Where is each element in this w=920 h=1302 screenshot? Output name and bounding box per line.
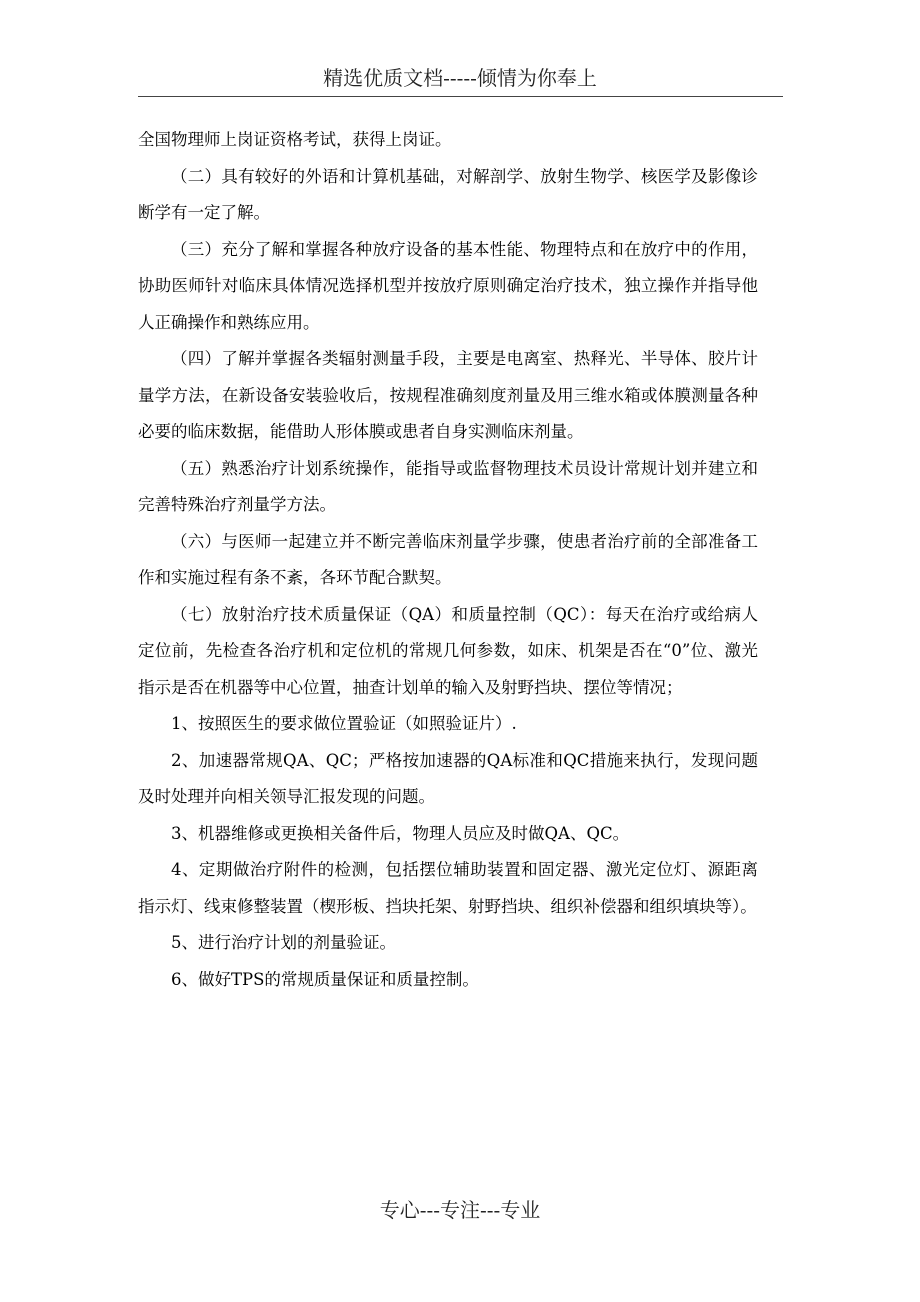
qa-step-6: 6、做好TPS的常规质量保证和质量控制。 bbox=[171, 969, 479, 989]
qa-step-1: 1、按照医生的要求做位置验证（如照验证片）. bbox=[171, 714, 517, 733]
paragraph-item-6: （六）与医师一起建立并不断完善临床剂量学步骤，使患者治疗前的全部准备工作和实施过程有条不紊，各环节配合默契。 bbox=[138, 531, 758, 587]
document-body bbox=[138, 122, 758, 998]
qa-step-2: 2、加速器常规QA、QC；严格按加速器的QA标准和QC措施来执行，发现问题及时处理并向相关领导汇报发现的问题。 bbox=[138, 750, 758, 806]
paragraph-item-5: （五）熟悉治疗计划系统操作，能指导或监督物理技术员设计常规计划并建立和完善特殊治疗剂量学方法。 bbox=[138, 458, 758, 514]
paragraph-continuation: 全国物理师上岗证资格考试，获得上岗证。 bbox=[138, 130, 452, 149]
qa-step-5: 5、进行治疗计划的剂量验证。 bbox=[171, 933, 396, 952]
page-footer: 专心---专注---专业 bbox=[379, 1198, 541, 1222]
paragraph-item-2: （二）具有较好的外语和计算机基础，对解剖学、放射生物学、核医学及影像诊断学有一定了解。 bbox=[138, 166, 758, 222]
paragraph-item-7: （七）放射治疗技术质量保证（QA）和质量控制（QC）：每天在治疗或给病人定位前，先检查各治疗机和定位机的常规几何参数，如床、机架是否在“0”位、激光指示是否在机器等中心位置，抽查计划单的输入及射野挡块、摆位等情况； bbox=[138, 604, 758, 697]
page-header: 精选优质文档-----倾情为你奉上 bbox=[323, 66, 597, 90]
paragraph-item-3: （三）充分了解和掌握各种放疗设备的基本性能、物理特点和在放疗中的作用，协助医师针对临床具体情况选择机型并按放疗原则确定治疗技术，独立操作并指导他人正确操作和熟练应用。 bbox=[138, 239, 758, 332]
qa-step-4: 4、定期做治疗附件的检测，包括摆位辅助装置和固定器、激光定位灯、源距离指示灯、线束修整装置（楔形板、挡块托架、射野挡块、组织补偿器和组织填块等）。 bbox=[138, 860, 758, 916]
header-divider bbox=[138, 96, 783, 97]
qa-step-3: 3、机器维修或更换相关备件后，物理人员应及时做QA、QC。 bbox=[171, 823, 630, 843]
paragraph-item-4: （四）了解并掌握各类辐射测量手段，主要是电离室、热释光、半导体、胶片计量学方法，在新设备安装验收后，按规程准确刻度剂量及用三维水箱或体膜测量各种必要的临床数据，能借助人形体膜或患者自身实测临床剂量。 bbox=[138, 349, 758, 441]
